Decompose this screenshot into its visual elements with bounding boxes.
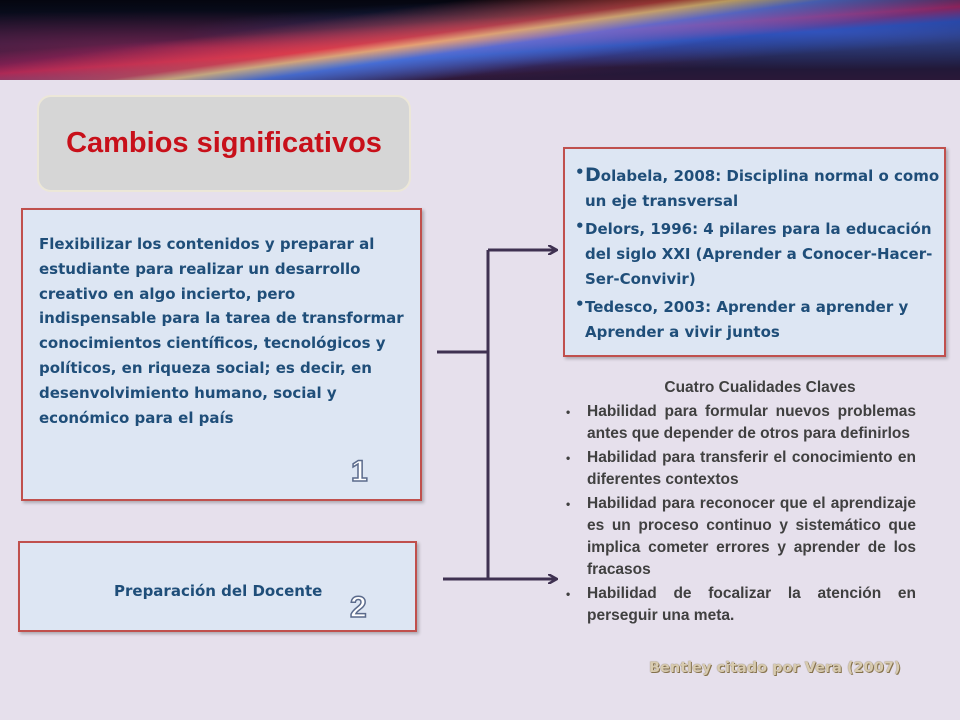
references-box: [563, 147, 946, 357]
reference-item: • Dolabela, 2008: Disciplina normal o como un eje transversal: [575, 163, 940, 214]
slide-title: Cambios significativos: [66, 127, 382, 159]
quality-item: • Habilidad para formular nuevos problemas antes que depender de otros para definirlos: [566, 401, 916, 445]
quality-item: • Habilidad de focalizar la atención en perseguir una meta.: [566, 583, 916, 627]
quality-item: • Habilidad para reconocer que el aprendizaje es un proceso continuo y sistemático que implica cometer errores y aprender de los fracasos: [566, 493, 916, 581]
qualities-list: [566, 401, 916, 629]
quality-item: • Habilidad para transferir el conocimiento en diferentes contextos: [566, 447, 916, 491]
number-label-2: 2: [350, 591, 367, 624]
reference-item: • Tedesco, 2003: Aprender a aprender y Aprender a vivir juntos: [575, 295, 940, 345]
reference-item: • Delors, 1996: 4 pilares para la educación del siglo XXI (Aprender a Conocer-Hacer-Ser-Convivir): [575, 217, 940, 292]
citation: Bentley citado por Vera (2007): [649, 660, 901, 676]
content-box-2-text: Preparación del Docente: [114, 582, 323, 600]
references-list: [575, 163, 940, 348]
content-box-1-text: Flexibilizar los contenidos y preparar al estudiante para realizar un desarrollo creativo en algo incierto, pero indispensable para la tarea de transformar conocimientos científicos, tecnológicos y políticos, en riqueza social; es decir, en desenvolvimiento humano, social y económico para el país: [39, 235, 404, 427]
number-label-1: 1: [351, 455, 368, 488]
qualities-title: Cuatro Cualidades Claves: [664, 379, 856, 396]
